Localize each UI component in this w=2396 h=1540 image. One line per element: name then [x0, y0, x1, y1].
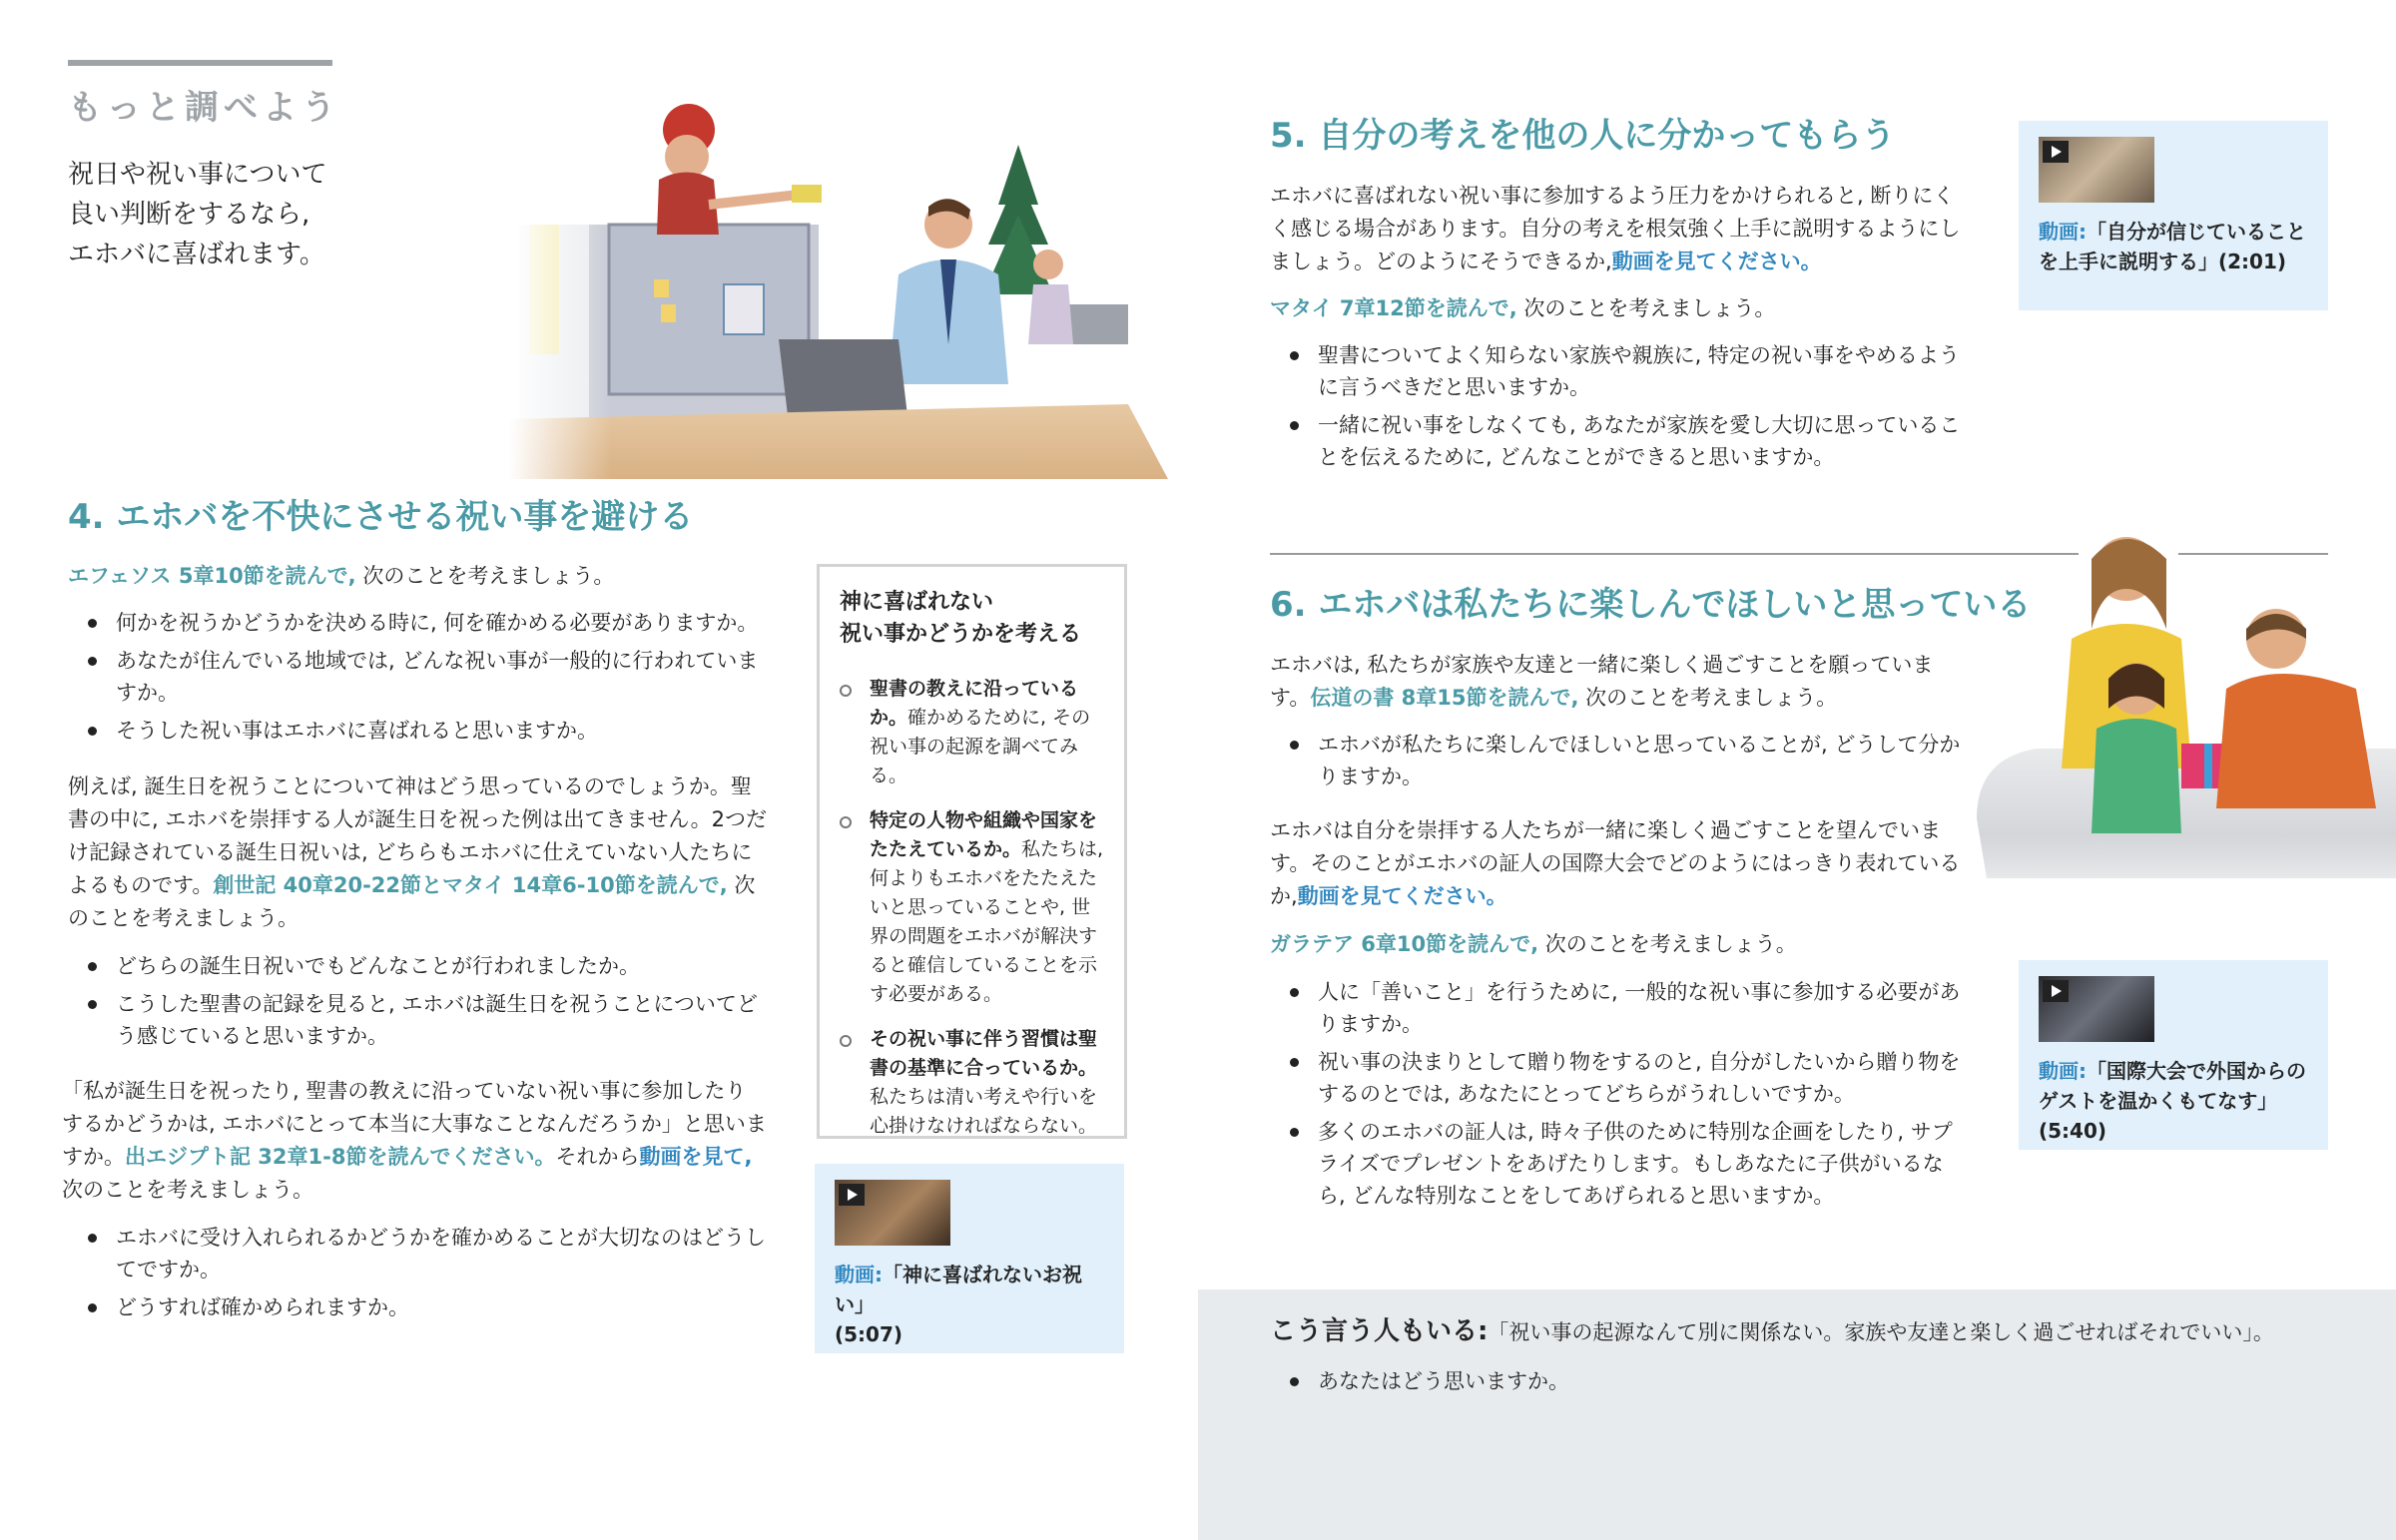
para-5-2: マタイ 7章12節を読んで, 次のことを考えましょう。 — [1270, 296, 1776, 320]
section-label-bar — [68, 60, 332, 66]
video-link[interactable]: 動画を見てください。 — [1611, 250, 1822, 273]
list-item: こうした聖書の記録を見ると, エホバは誕生日を祝うことについてどう感じていると思いますか。 — [68, 988, 767, 1052]
para-6-3: ガラテア 6章10節を読んで, 次のことを考えましょう。 — [1270, 932, 1797, 956]
bullets-6-2 — [1270, 976, 1969, 1218]
bullets-4-1 — [68, 607, 767, 753]
list-item: エホバが私たちに楽しんでほしいと思っていることが, どうして分かりますか。 — [1270, 729, 1969, 792]
bullets-4-3 — [68, 1222, 767, 1329]
office-illustration — [509, 85, 1188, 479]
list-item: エホバに受け入れられるかどうかを確かめることが大切なのはどうしてですか。 — [68, 1222, 767, 1285]
list-item: どちらの誕生日祝いでもどんなことが行われましたか。 — [68, 950, 767, 982]
heading-5: 5. 自分の考えを他の人に分かってもらう — [1270, 116, 1896, 156]
intro-text: 祝日や祝い事について 良い判断をするなら, エホバに喜ばれます。 — [68, 160, 327, 269]
play-icon — [2043, 141, 2069, 163]
list-item: あなたはどう思いますか。 — [1270, 1365, 2268, 1397]
scripture-link-matthew[interactable]: マタイ 7章12節を読んで, — [1270, 296, 1517, 320]
para-4-2: 例えば, 誕生日を祝うことについて神はどう思っているのでしょうか。聖書の中に, エホバを崇拝する人が誕生日を祝った例は出てきません。2つだけ記録されている誕生日祝いは, どちらもエホバに仕えていない人たちによるものです。創世記 40章20-22節とマタイ 14章6-10節を読んで, 次のことを考えましょう。 — [68, 774, 767, 930]
list-item: そうした祝い事はエホバに喜ばれると思いますか。 — [68, 715, 767, 747]
heading-4: 4. エホバを不快にさせる祝い事を避ける — [68, 497, 694, 537]
list-item: あなたが住んでいる地域では, どんな祝い事が一般的に行われていますか。 — [68, 645, 767, 709]
scripture-link-genesis-matthew[interactable]: 創世記 40章20-22節とマタイ 14章6-10節を読んで, — [213, 873, 728, 897]
section-label: もっと調べよう — [68, 88, 340, 128]
video-card-birthday[interactable]: 動画:「神に喜ばれないお祝い」 (5:07) — [815, 1164, 1124, 1353]
scripture-link-galatians[interactable]: ガラテア 6章10節を読んで, — [1270, 932, 1539, 956]
scripture-link-exodus[interactable]: 出エジプト記 32章1-8節を読んでください。 — [125, 1145, 556, 1169]
video-card-explain[interactable]: 動画:「自分が信じていることを上手に説明する」(2:01) — [2019, 121, 2328, 310]
video-thumbnail[interactable] — [2039, 137, 2154, 203]
video-thumbnail[interactable] — [835, 1180, 950, 1246]
para-5-1: エホバに喜ばれない祝い事に参加するよう圧力をかけられると, 断りにくく感じる場合があります。自分の考えを根気強く上手に説明するようにしましょう。どのようにそうできるか,動画を見てください。 — [1270, 184, 1961, 273]
some-say-box: こう言う人もいる:「祝い事の起源なんて別に関係ない。家族や友達と楽しく過ごせればそれでいい」。 あなたはどう思いますか。 — [1198, 1289, 2396, 1540]
play-icon — [2043, 980, 2069, 1002]
video-thumbnail[interactable] — [2039, 976, 2154, 1042]
consideration-box: 神に喜ばれない 祝い事かどうかを考える 聖書の教えに沿っているか。確かめるために, その祝い事の起源を調べてみる。 特定の人物や組織や国家をたたえているか。私たちは, 何よりもエホバをたたえたいと思っていることや, 世界の問題をエホバが解決すると確信していることを示す必要がある。 その祝い事に伴う習慣は聖書の基準に合っているか。私たちは清い考えや行いを心掛けなければならない。 — [817, 564, 1127, 1139]
list-item: 何かを祝うかどうかを決める時に, 何を確かめる必要がありますか。 — [68, 607, 767, 639]
list-item: 一緒に祝い事をしなくても, あなたが家族を愛し大切に思っていることを伝えるために, どんなことができると思いますか。 — [1270, 409, 1969, 473]
list-item: 特定の人物や組織や国家をたたえているか。私たちは, 何よりもエホバをたたえたいと思っていることや, 世界の問題をエホバが解決すると確信していることを示す必要がある。 — [820, 806, 1109, 1009]
video-card-convention[interactable]: 動画:「国際大会で外国からのゲストを温かくもてなす」(5:40) — [2019, 960, 2328, 1150]
bullets-4-2 — [68, 950, 767, 1058]
list-item: 祝い事の決まりとして贈り物をするのと, 自分がしたいから贈り物をするのとでは, あなたにとってどちらがうれしいですか。 — [1270, 1046, 1969, 1110]
bullets-6-1 — [1270, 729, 1969, 798]
para-6-1: エホバは, 私たちが家族や友達と一緒に楽しく過ごすことを願っています。伝道の書 8章15節を読んで, 次のことを考えましょう。 — [1270, 653, 1934, 710]
list-item: どうすれば確かめられますか。 — [68, 1291, 767, 1323]
bullets-5 — [1270, 339, 1969, 479]
scripture-link-ecclesiastes[interactable]: 伝道の書 8章15節を読んで, — [1310, 686, 1579, 710]
list-item: 聖書の教えに沿っているか。確かめるために, その祝い事の起源を調べてみる。 — [820, 675, 1109, 790]
list-item: 人に「善いこと」を行うために, 一般的な祝い事に参加する必要がありますか。 — [1270, 976, 1969, 1040]
play-icon — [839, 1184, 865, 1206]
video-link[interactable]: 動画を見てください。 — [1297, 884, 1507, 908]
para-4-1: エフェソス 5章10節を読んで, 次のことを考えましょう。 — [68, 564, 615, 588]
video-link[interactable]: 動画を見て, — [639, 1145, 753, 1169]
para-4-3: 「私が誕生日を祝ったり, 聖書の教えに沿っていない祝い事に参加したりするかどうかは, エホバにとって本当に大事なことなんだろうか」と思いますか。出エジプト記 32章1-8節を読んでください。それから動画を見て, 次のことを考えましょう。 — [62, 1079, 767, 1202]
list-item: 多くのエホバの証人は, 時々子供のために特別な企画をしたり, サプライズでプレゼントをあげたりします。もしあなたに子供がいるなら, どんな特別なことをしてあげられると思いますか。 — [1270, 1116, 1969, 1212]
list-item: 聖書についてよく知らない家族や親族に, 特定の祝い事をやめるように言うべきだと思いますか。 — [1270, 339, 1969, 403]
family-illustration — [1977, 519, 2396, 913]
heading-6: 6. エホバは私たちに楽しんでほしいと思っている — [1270, 585, 2032, 625]
list-item: その祝い事に伴う習慣は聖書の基準に合っているか。私たちは清い考えや行いを心掛けなければならない。 — [820, 1025, 1109, 1141]
some-say-label: こう言う人もいる: — [1270, 1316, 1489, 1346]
scripture-link-ephesians[interactable]: エフェソス 5章10節を読んで, — [68, 564, 356, 588]
divider — [1270, 553, 2079, 555]
para-6-2: エホバは自分を崇拝する人たちが一緒に楽しく過ごすことを望んでいます。そのことがエホバの証人の国際大会でどのようにはっきり表れているか,動画を見てください。 — [1270, 818, 1961, 908]
